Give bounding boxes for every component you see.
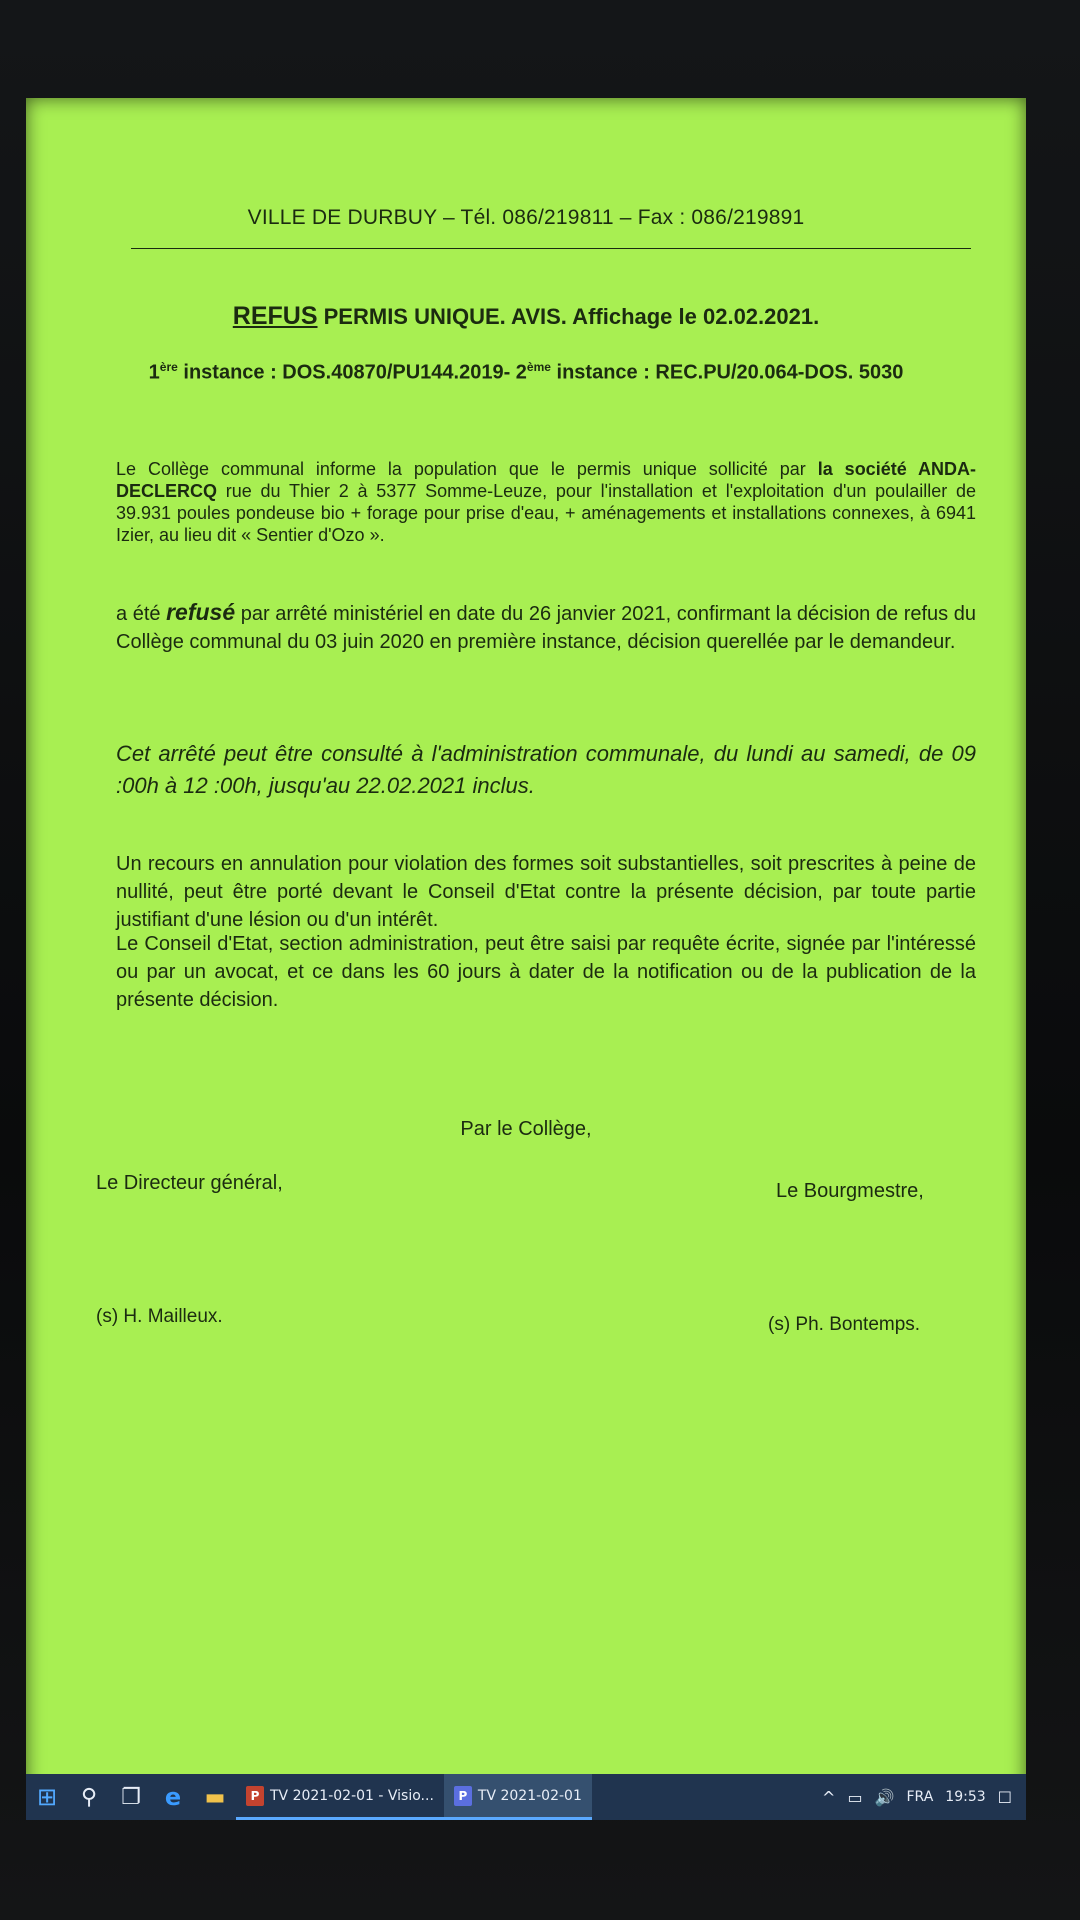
para2-text-b: par arrêté ministériel en date du 26 janvier 2021, confirmant la décision de refus du Collège communal du 03 juin 2020 en première instance, décision querellée par le demandeur. — [116, 603, 977, 653]
document-header: VILLE DE DURBUY – Tél. 086/219811 – Fax : 086/219891 — [247, 206, 805, 229]
signature-director-name: (s) H. Mailleux. — [96, 1306, 223, 1327]
signature-mayor-title: Le Bourgmestre, — [776, 1180, 924, 1202]
windows-start-icon[interactable]: ⊞ — [36, 1783, 58, 1811]
presentation-app-icon: P — [454, 1786, 472, 1806]
title-refus: REFUS — [232, 302, 318, 330]
para1-text-b: rue du Thier 2 à 5377 Somme-Leuze, pour l'installation et l'exploitation d'un poulailler de 39.931 poules pondeuse bio + forage pour prise d'eau, + aménagements et installations connexes, à 6941 Izier, au lieu dit « Sentier d'Ozo ». — [116, 481, 976, 545]
para2-refuse: refusé — [166, 599, 236, 625]
taskbar-item-label: TV 2021-02-01 — [477, 1787, 582, 1804]
signature-college: Par le Collège, — [460, 1118, 592, 1140]
signature-director-title: Le Directeur général, — [96, 1172, 283, 1194]
taskbar-item-visio[interactable] — [236, 1774, 444, 1820]
screen — [26, 98, 1026, 1820]
second-instance-sup: ème — [526, 360, 551, 374]
chevron-up-icon[interactable]: ^ — [822, 1787, 836, 1807]
paragraph-appeal: Un recours en annulation pour violation des formes soit substantielles, soit prescrites à peine de nullité, peut être porté devant le Conseil d'Etat contre la présente décision, par toute partie justifiant d'une lésion ou d'un intérêt. — [116, 853, 976, 931]
windows-taskbar — [26, 1774, 1026, 1820]
second-instance-num: 2 — [515, 361, 527, 384]
paragraph-announcement — [116, 458, 976, 546]
task-view-icon[interactable]: ❐ — [121, 1784, 141, 1810]
network-icon[interactable]: ▭ — [847, 1787, 863, 1807]
para2-text-a: a été — [116, 603, 167, 625]
para1-text-a: Le Collège communal informe la population que le permis unique sollicité par — [116, 459, 818, 479]
instance-references — [26, 360, 1026, 385]
document-page — [26, 98, 1026, 1774]
signature-mayor-name: (s) Ph. Bontemps. — [768, 1314, 921, 1335]
paragraph-consultation: Cet arrêté peut être consulté à l'administration communale, du lundi au samedi, de 09 :00h à 12 :00h, jusqu'au 22.02.2021 inclus. — [116, 741, 976, 798]
first-instance-text: instance : DOS.40870/PU144.2019- — [177, 361, 516, 384]
volume-icon[interactable]: 🔊 — [874, 1787, 895, 1807]
notification-icon[interactable]: ☐ — [997, 1787, 1012, 1807]
language-indicator[interactable]: FRA — [906, 1789, 934, 1805]
taskbar-item-active[interactable] — [444, 1774, 592, 1820]
header-rule — [131, 248, 971, 249]
title-rest: PERMIS UNIQUE. AVIS. Affichage le 02.02.2021. — [317, 304, 820, 329]
second-instance-text: instance : REC.PU/20.064-DOS. 5030 — [550, 361, 904, 384]
first-instance-num: 1 — [148, 361, 160, 384]
clock[interactable]: 19:53 — [945, 1789, 986, 1805]
search-icon[interactable]: ⚲ — [80, 1784, 98, 1810]
file-explorer-folder-icon[interactable]: ▬ — [204, 1784, 226, 1810]
taskbar-item-label: TV 2021-02-01 - Visio... — [270, 1787, 434, 1804]
first-instance-sup: ère — [159, 360, 178, 374]
edge-browser-icon[interactable]: e — [164, 1783, 182, 1811]
para1-company: la société ANDA-DECLERCQ — [116, 459, 976, 501]
system-tray — [822, 1788, 1026, 1807]
paragraph-refusal — [116, 598, 976, 656]
paragraph-conseil-etat: Le Conseil d'Etat, section administration, peut être saisi par requête écrite, signée par l'intéressé ou par un avocat, et ce dans les 60 jours à dater de la notification ou de la publication de la présente décision. — [116, 933, 976, 1011]
document-title — [26, 302, 1026, 331]
powerpoint-icon: P — [246, 1786, 264, 1806]
